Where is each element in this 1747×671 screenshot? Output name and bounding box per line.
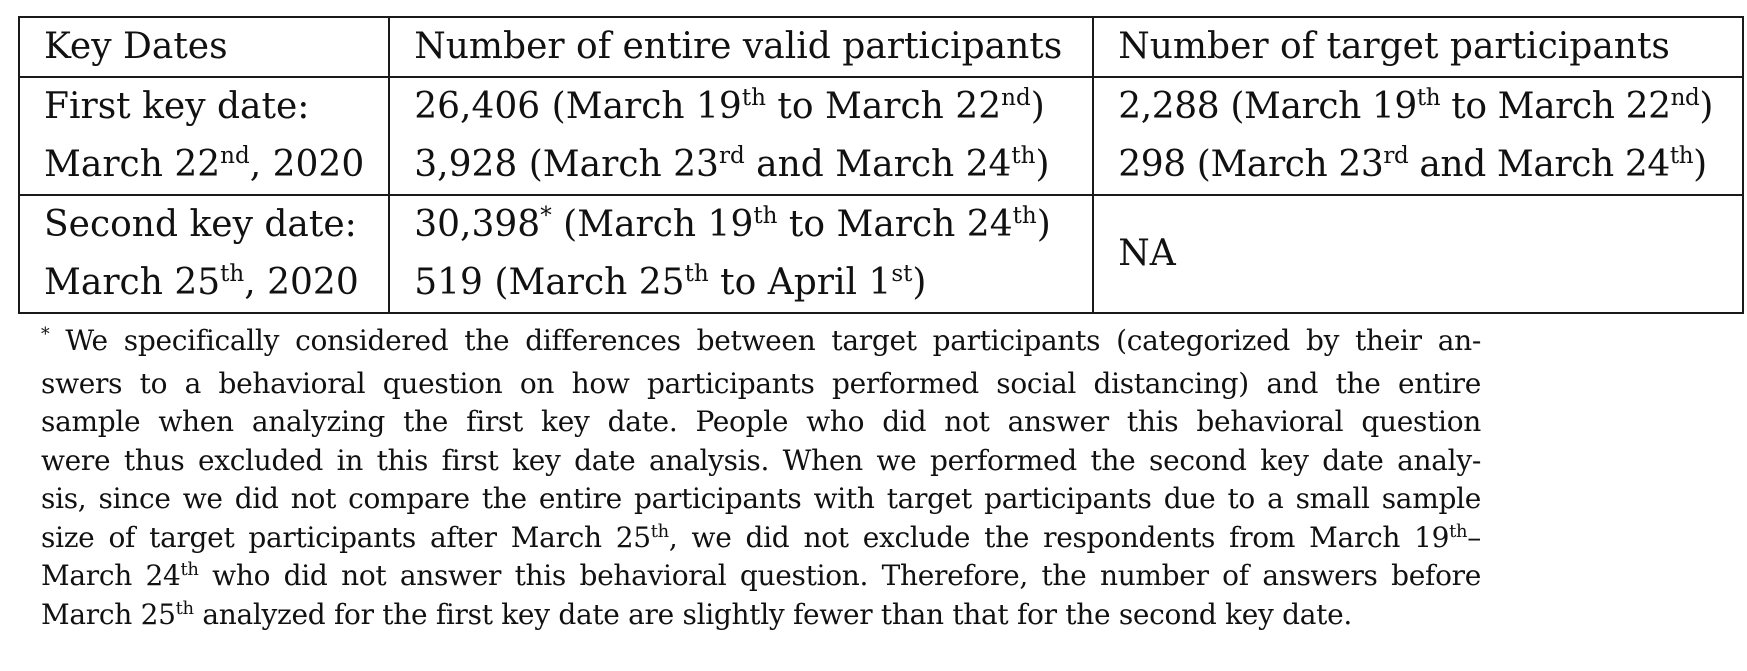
second-key-date-label: Second key date: [44,204,357,245]
table-row [19,77,1743,195]
cell-second-entire [389,195,1093,313]
footnote-line: sample when analyzing the first key date. People who did not answer this behavioral question [41,405,1481,438]
second-entire-line-1: 30,398* (March 19th to March 24th) [414,203,1051,245]
document-page [18,16,1744,314]
cell-first-target [1093,77,1743,195]
key-dates-table [18,16,1744,314]
cell-first-entire [389,77,1093,195]
first-target-line-2: 298 (March 23rd and March 24th) [1118,143,1707,185]
first-entire-line-1: 26,406 (March 19th to March 22nd) [414,85,1045,127]
table-row [19,195,1743,313]
first-key-date-value: March 22nd, 2020 [44,143,365,185]
header-key-dates: Key Dates [19,17,389,77]
table-header-row [19,17,1743,77]
footnote-marker: * [540,203,552,230]
header-target-participants: Number of target participants [1093,17,1743,77]
first-target-line-1: 2,288 (March 19th to March 22nd) [1118,85,1714,127]
first-key-date-label: First key date: [44,86,310,127]
cell-first-key-date [19,77,389,195]
footnote-line: swers to a behavioral question on how participants performed social distancing) and the entire [41,366,1481,400]
footnote-line: March 25th analyzed for the first key date are slightly fewer than that for the second key date. [41,597,1352,631]
header-entire-participants: Number of entire valid participants [389,17,1093,77]
second-entire-line-2: 519 (March 25th to April 1st) [414,261,927,303]
table-footnote [41,322,1481,634]
first-entire-line-2: 3,928 (March 23rd and March 24th) [414,143,1050,185]
footnote-line: size of target participants after March 25th, we did not exclude the respondents from March 19th– [41,520,1481,554]
footnote-line: * We specifically considered the differences between target participants (categorized by their an- [41,324,1481,357]
footnote-line: were thus excluded in this first key date analysis. When we performed the second key date analy- [41,443,1481,477]
cell-second-target-na: NA [1093,195,1743,313]
footnote-line: sis, since we did not compare the entire participants with target participants due to a small sample [41,482,1481,515]
footnote-line: March 24th who did not answer this behavioral question. Therefore, the number of answers before [41,559,1481,592]
cell-second-key-date [19,195,389,313]
second-key-date-value: March 25th, 2020 [44,261,359,303]
